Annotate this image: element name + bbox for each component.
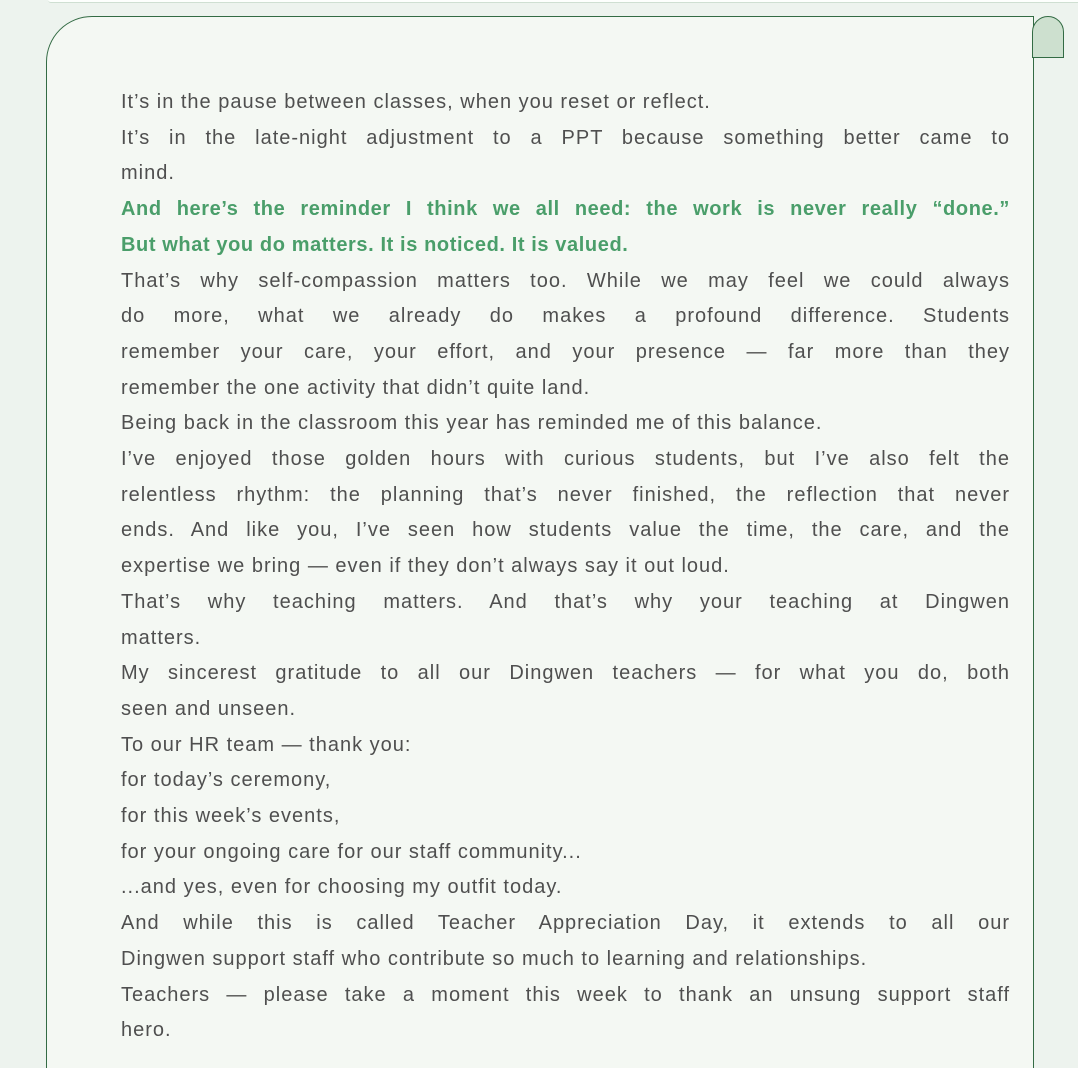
letter-content: [121, 85, 1010, 1049]
letter-line: It’s in the late-night adjustment to a PPT because something better came to: [121, 126, 1010, 149]
letter-line: I’ve enjoyed those golden hours with curious students, but I’ve also felt the: [121, 448, 1010, 471]
page-curl-icon: [1032, 16, 1064, 58]
letter-line: ...and yes, even for choosing my outfit today.: [121, 876, 563, 899]
letter-paragraph: [121, 799, 1010, 835]
letter-paragraph: [121, 85, 1010, 121]
letter-line: relentless rhythm: the planning that’s never finished, the reflection that never: [121, 483, 1010, 506]
letter-line: It’s in the pause between classes, when you reset or reflect.: [121, 91, 711, 113]
previous-card-bottom-edge: [48, 0, 1078, 3]
letter-line: mind.: [121, 162, 175, 185]
letter-line: Dingwen support staff who contribute so much to learning and relationships.: [121, 947, 868, 970]
letter-line: expertise we bring — even if they don’t always say it out loud.: [121, 555, 730, 578]
letter-paragraph: [121, 121, 1010, 192]
letter-paragraph: [121, 192, 1010, 263]
letter-line: for your ongoing care for our staff community...: [121, 840, 582, 863]
letter-line: To our HR team — thank you:: [121, 733, 412, 756]
letter-paragraph: [121, 978, 1010, 1049]
letter-line: seen and unseen.: [121, 697, 297, 720]
letter-paragraph: [121, 585, 1010, 656]
letter-paragraph: [121, 406, 1010, 442]
letter-line: matters.: [121, 626, 202, 649]
letter-paragraph: [121, 728, 1010, 764]
letter-line: Being back in the classroom this year has reminded me of this balance.: [121, 412, 823, 435]
letter-line: My sincerest gratitude to all our Dingwen teachers — for what you do, both: [121, 662, 1010, 685]
letter-line: remember the one activity that didn’t quite land.: [121, 376, 591, 399]
letter-paragraph: [121, 656, 1010, 727]
letter-paragraph: [121, 906, 1010, 977]
letter-line: And here’s the reminder I think we all need: the work is never really “done.”: [121, 198, 1010, 221]
letter-line: do more, what we already do makes a profound difference. Students: [121, 305, 1010, 328]
letter-line: ends. And like you, I’ve seen how students value the time, the care, and the: [121, 519, 1010, 542]
letter-line: But what you do matters. It is noticed. It is valued.: [121, 233, 629, 256]
letter-card: [46, 16, 1034, 1068]
letter-line: And while this is called Teacher Appreciation Day, it extends to all our: [121, 912, 1010, 935]
letter-line: remember your care, your effort, and your presence — far more than they: [121, 340, 1010, 363]
letter-line: Teachers — please take a moment this week to thank an unsung support staff: [121, 983, 1010, 1006]
letter-line: for this week’s events,: [121, 805, 341, 828]
letter-line: for today’s ceremony,: [121, 769, 332, 792]
letter-paragraph: [121, 763, 1010, 799]
letter-line: That’s why teaching matters. And that’s why your teaching at Dingwen: [121, 590, 1010, 613]
letter-line: hero.: [121, 1019, 172, 1042]
letter-paragraph: [121, 870, 1010, 906]
letter-line: That’s why self-compassion matters too. While we may feel we could always: [121, 269, 1010, 292]
letter-paragraph: [121, 442, 1010, 585]
letter-paragraph: [121, 835, 1010, 871]
letter-paragraph: [121, 264, 1010, 407]
